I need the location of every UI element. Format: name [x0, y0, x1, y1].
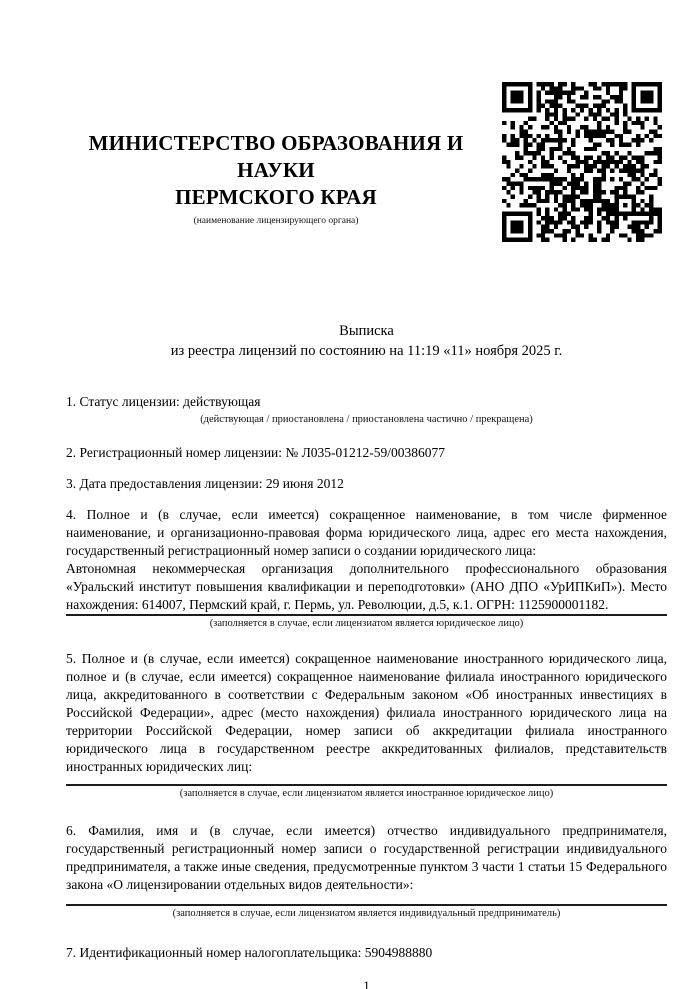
- field-caption: (заполняется в случае, если лицензиатом является индивидуальный предприниматель): [172, 908, 561, 919]
- field-text: 5. Полное и (в случае, если имеется) сокращенное наименование иностранного юридического лица, полное и (в случае, если имеется) сокращенное наименование филиала иностранного юридического лица, аккредитованного в соответствии с Федеральным законом «Об иностранных инвестициях в Российской Федерации», адрес (место нахождения) филиала иностранного юридического лица на территории Российской Федерации, номер записи об аккредитации филиала иностранного юридического лица в государственном реестре аккредитованных филиалов, представительств иностранных юридических лиц:: [66, 651, 667, 774]
- field-text: 1. Статус лицензии: действующая: [66, 394, 261, 409]
- document-title: [66, 321, 667, 361]
- authority-name-line2: ПЕРМСКОГО КРАЯ: [175, 185, 377, 209]
- field-text: 2. Регистрационный номер лицензии: № Л035-01212-59/00386077: [66, 445, 446, 460]
- authority-caption: (наименование лицензирующего органа): [193, 216, 359, 226]
- field-text: 4. Полное и (в случае, если имеется) сокращенное наименование, в том числе фирменное наименование, и организационно-правовая форма юридического лица, адрес его места нахождения, государственный регистрационный номер записи о создании юридического лица:: [66, 507, 667, 558]
- field-grant-date: [66, 475, 667, 493]
- field-caption: (заполняется в случае, если лицензиатом является иностранное юридическое лицо): [179, 788, 554, 799]
- authority-name-line1: МИНИСТЕРСТВО ОБРАЗОВАНИЯ И НАУКИ: [88, 131, 464, 182]
- field-caption: (действующая / приостановлена / приостановлена частично / прекращена): [200, 414, 533, 425]
- field-registration-number: [66, 444, 667, 462]
- title-subtitle: из реестра лицензий по состоянию на 11:19 «11» ноября 2025 г.: [170, 343, 563, 359]
- field-foreign-entity: [66, 650, 667, 800]
- fields-list: [66, 393, 667, 962]
- field-license-status: [66, 393, 667, 426]
- field-value: Автономная некоммерческая организация дополнительного профессионального образования «Уральский институт повышения квалификации и переподготовки» (АНО ДПО «УрИПКиП»). Место нахождения: 614007, Пермский край, г. Пермь, ул. Революции, д.5, к.1. ОГРН: 1125900001182.: [66, 561, 667, 612]
- field-underline: [66, 904, 667, 906]
- field-text: 7. Идентификационный номер налогоплательщика: 5904988880: [66, 945, 433, 960]
- licensing-authority: [66, 130, 486, 227]
- field-legal-entity: [66, 506, 667, 630]
- title-line: Выписка: [339, 323, 394, 339]
- empty-value-line: [66, 776, 667, 784]
- qr-code-icon: [502, 82, 662, 242]
- field-individual-entrepreneur: [66, 822, 667, 920]
- field-underline: [66, 784, 667, 786]
- field-text: 3. Дата предоставления лицензии: 29 июня 2012: [66, 476, 344, 491]
- field-underline: [66, 614, 667, 616]
- field-caption: (заполняется в случае, если лицензиатом является юридическое лицо): [209, 618, 524, 629]
- field-text: 6. Фамилия, имя и (в случае, если имеется) отчество индивидуального предпринимателя, государственный регистрационный номер записи о государственной регистрации индивидуального предпринимателя, а также иные сведения, предусмотренные пунктом 3 части 1 статьи 15 Федерального закона «О лицензировании отдельных видов деятельности»:: [66, 823, 667, 892]
- page-number: 1: [363, 978, 370, 989]
- field-taxpayer-number: [66, 944, 667, 962]
- empty-value-line: [66, 894, 667, 904]
